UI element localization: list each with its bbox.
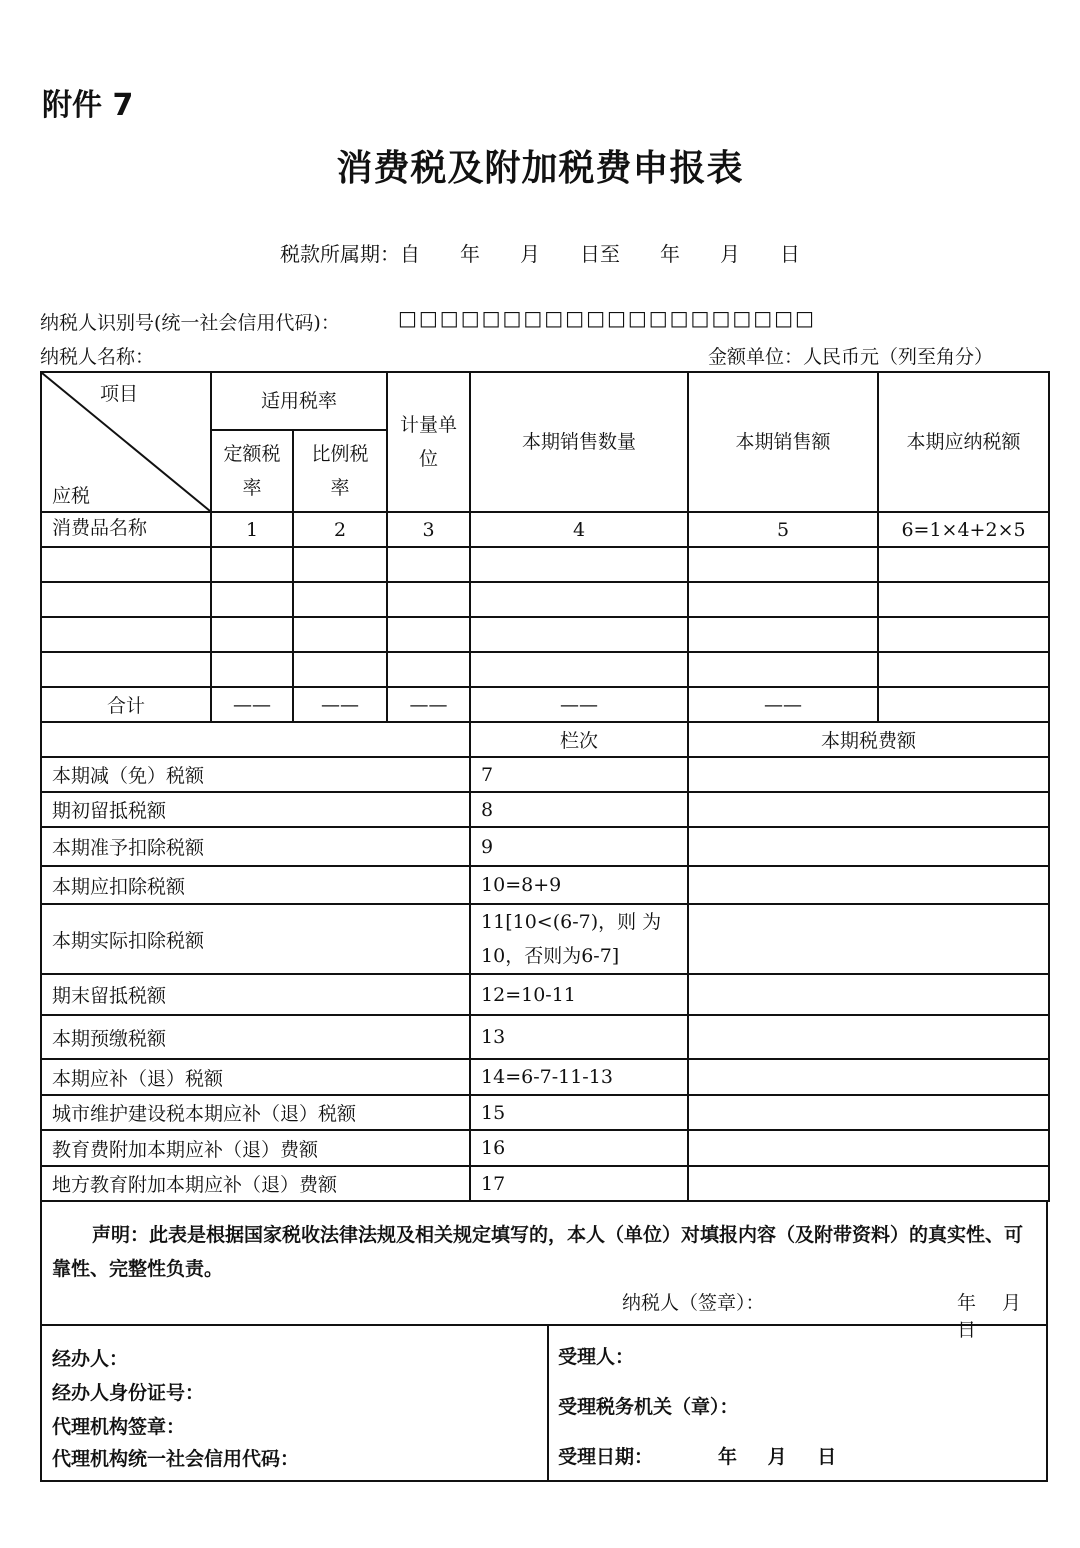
unit-header: 计量单位 <box>387 372 470 512</box>
table-row <box>41 582 1049 617</box>
item-header: 项目 <box>100 383 139 405</box>
col-number: 5 <box>688 512 878 547</box>
taxpayer-name-label: 纳税人名称： <box>40 346 155 368</box>
col-number: 1 <box>211 512 293 547</box>
tax-payable-header: 本期应纳税额 <box>878 372 1049 512</box>
taxpayer-id-label: 纳税人识别号(统一社会信用代码)： <box>40 312 340 334</box>
tax-period-line: 税款所属期：自 年 月 日至 年 月 日 <box>280 242 800 266</box>
section2-row: 城市维护建设税本期应补（退）税额 15 <box>41 1095 1049 1130</box>
section2-row: 期初留抵税额 8 <box>41 792 1049 827</box>
section2-row: 期末留抵税额 12=10-11 <box>41 974 1049 1015</box>
divider <box>547 1326 549 1480</box>
agency-seal-label[interactable]: 代理机构签章： <box>52 1416 186 1438</box>
agency-code-label[interactable]: 代理机构统一社会信用代码： <box>52 1448 300 1470</box>
taxable-header-2: 消费品名称 <box>52 517 148 539</box>
col-number: 2 <box>293 512 387 547</box>
agent-id-label[interactable]: 经办人身份证号： <box>52 1382 205 1404</box>
section2-row: 地方教育附加本期应补（退）费额 17 <box>41 1166 1049 1201</box>
table-row <box>41 617 1049 652</box>
section2-row: 本期应扣除税额 10=8+9 <box>41 866 1049 904</box>
ratio-rate-header: 比例税率 <box>293 430 387 512</box>
sales-qty-header: 本期销售数量 <box>470 372 688 512</box>
receive-date-ymd: 年 月 日 <box>718 1446 849 1468</box>
handler-box <box>40 1326 1048 1482</box>
declaration-table <box>40 371 1050 1202</box>
attachment-label: 附件 7 <box>42 88 134 123</box>
total-dash: —— <box>211 687 293 722</box>
taxable-header-1: 应税 <box>52 485 91 507</box>
col-number: 6=1×4+2×5 <box>878 512 1049 547</box>
section2-row: 本期实际扣除税额 11[10<(6-7)，则 为10，否则为6-7] <box>41 904 1049 974</box>
declaration-box <box>40 1200 1048 1341</box>
table-row <box>41 652 1049 687</box>
col-number-blank <box>41 512 211 547</box>
taxpayer-id-boxes[interactable]: □□□□□□□□□□□□□□□□□□□□ <box>398 306 816 330</box>
amount-unit: 金额单位：人民币元（列至角分） <box>708 346 994 368</box>
receive-date-label[interactable]: 受理日期： <box>558 1446 654 1468</box>
table-row <box>41 547 1049 582</box>
total-row <box>41 687 1049 722</box>
declaration-date: 年 月 日 <box>957 1292 1032 1341</box>
total-dash: —— <box>293 687 387 722</box>
total-tax-cell[interactable] <box>878 687 1049 722</box>
item-diagonal-header <box>41 372 211 539</box>
agent-label[interactable]: 经办人： <box>52 1348 129 1370</box>
col-number: 3 <box>387 512 470 547</box>
total-dash: —— <box>688 687 878 722</box>
total-dash: —— <box>470 687 688 722</box>
section2-row: 本期预缴税额 13 <box>41 1015 1049 1059</box>
total-dash: —— <box>387 687 470 722</box>
sales-amount-header: 本期销售额 <box>688 372 878 512</box>
section2-column-header: 栏次 <box>470 722 688 757</box>
section2-row: 教育费附加本期应补（退）费额 16 <box>41 1130 1049 1166</box>
form-title: 消费税及附加税费申报表 <box>336 147 744 189</box>
total-label: 合计 <box>41 687 211 722</box>
fixed-rate-header: 定额税率 <box>211 430 293 512</box>
applicable-rate-header: 适用税率 <box>211 372 387 430</box>
declaration-text: 声明：此表是根据国家税收法律法规及相关规定填写的，本人（单位）对填报内容（及附带资料）的真实性、可靠性、完整性负责。 <box>52 1224 1024 1280</box>
receiver-label[interactable]: 受理人： <box>558 1346 635 1368</box>
section2-row: 本期减（免）税额 7 <box>41 757 1049 792</box>
section2-row: 本期准予扣除税额 9 <box>41 827 1049 866</box>
tax-office-label[interactable]: 受理税务机关（章）： <box>558 1396 739 1418</box>
section2-amount-header: 本期税费额 <box>688 722 1049 757</box>
col-number: 4 <box>470 512 688 547</box>
section2-row: 本期应补（退）税额 14=6-7-11-13 <box>41 1059 1049 1095</box>
taxpayer-signature-label[interactable]: 纳税人（签章）： <box>622 1292 765 1314</box>
section2-blank <box>41 722 470 757</box>
